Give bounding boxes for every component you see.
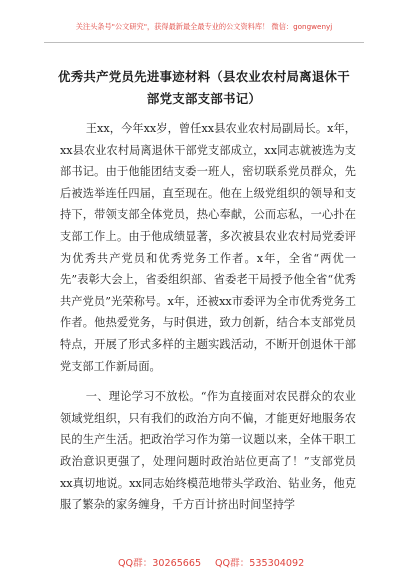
footer-qq-group-2: QQ群：535304092 [215,558,305,569]
body-paragraph: 王xx，今年xx岁，曾任xx县农业农村局副局长。x年，xx县农业农村局离退休干部党支部成立，xx同志就被选为支部书记。由于他能团结支委一班人，密切联系党员群众，先后被选举连任四届，直至现在。他在上级党组织的领导和支持下，带领支部全体党员，热心奉献，公而忘私，一心扑在支部工作上。由于他成绩显著，多次被县农业农村局党委评为优秀共产党员和优秀党务工作者。x年，全省“两优一先”表彰大会上，省委组织部、省委老干局授予他全省“优秀共产党员”光荣称号。x年，还被xx市委评为全市优秀党务工作者。他热爱党务，与时俱进，致力创新，结合本支部党员特点，开展了形式多样的主题实践活动，不断开创退休干部党支部工作新局面。 [60,122,356,373]
body-paragraph: 一、理论学习不放松。“作为直接面对农民群众的农业领域党组织，只有我们的政治方向不偏，才能更好地服务农民的生产生活。把政治学习作为第一议题以来，全体干职工政治意识更强了，处理问题时政治站位更高了！”支部党员xx真切地说。xx同志始终模范地带头学政治、钻业务，他克服了繁杂的家务缠身，千方百计挤出时间坚持学 [60,390,356,512]
footer-qq-group-1: QQ群：30265665 [118,558,202,569]
document-title: 优秀共产党员先进事迹材料（县农业农村局离退休干部党支部支部书记） [58,69,350,106]
header-banner: 关注头条号"公文研究"，获得最新最全最专业的公文资料库！ 微信：gongwenyj [75,22,333,31]
footer [0,558,408,572]
header-divider [44,42,364,43]
document-body [60,118,356,516]
